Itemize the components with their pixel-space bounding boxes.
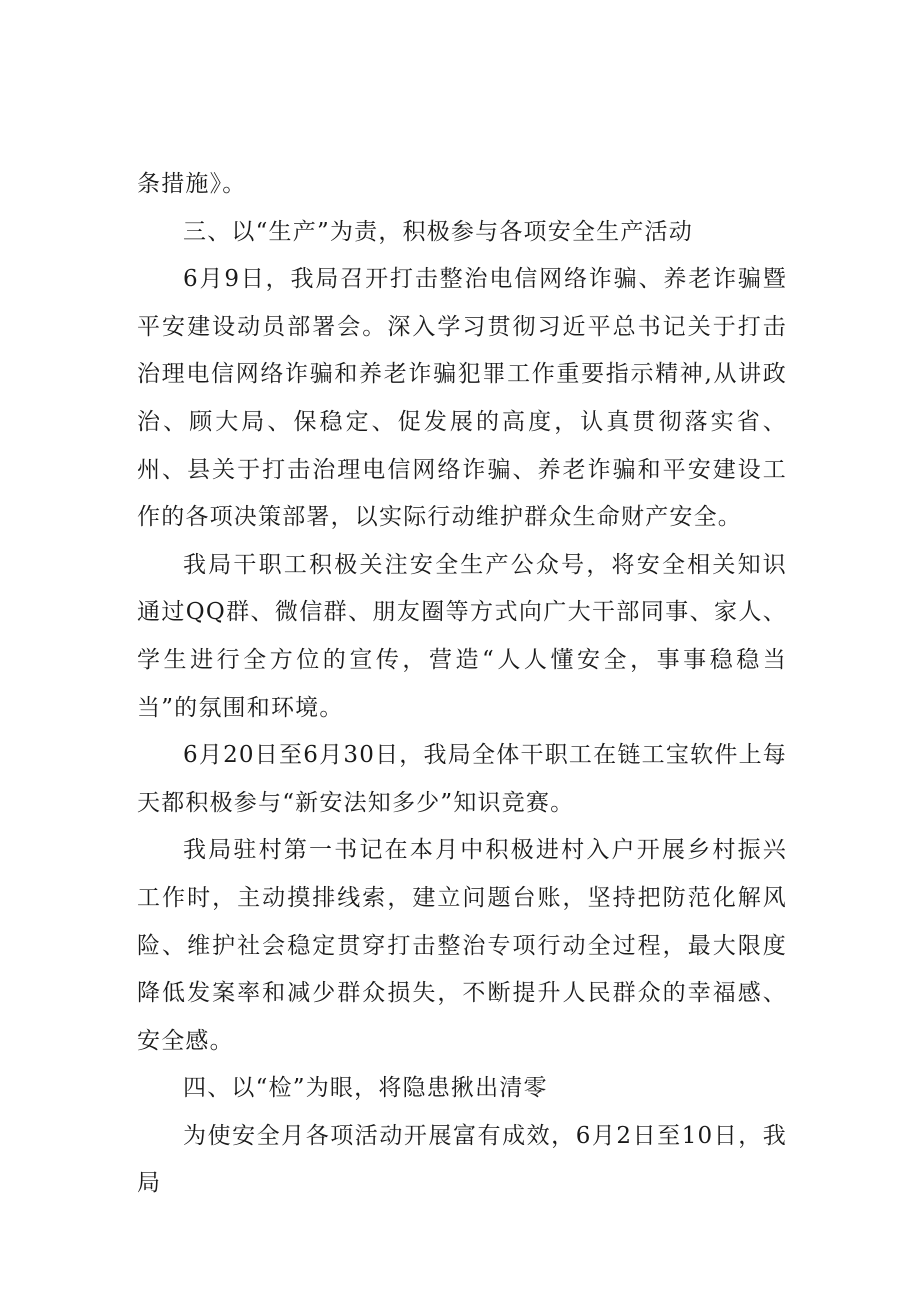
paragraph-continuation: 条措施》。 (137, 171, 247, 197)
paragraph-deployment-meeting: 6月9日，我局召开打击整治电信网络诈骗、养老诈骗暨平安建设动员部署会。深入学习贯彻习近平总书记关于打击治理电信网络诈骗和养老诈骗犯罪工作重要指示精神,从讲政治、顾大局、保稳定、促发展的高度，认真贯彻落实省、州、县关于打击治理电信网络诈骗、养老诈骗和平安建设工作的各项决策部署，以实际行动维护群众生命财产安全。 (137, 266, 787, 531)
paragraph-safety-month: 为使安全月各项活动开展富有成效，6月2日至10日，我局 (137, 1122, 787, 1197)
document-body (137, 161, 787, 1208)
section-heading-four: 四、以“检”为眼，将隐患揪出清零 (183, 1075, 548, 1102)
paragraph-knowledge-contest: 6月20日至6月30日，我局全体干职工在链工宝软件上每天都积极参与“新安法知多少”知识竞赛。 (137, 742, 787, 816)
section-heading-three: 三、以“生产”为责，积极参与各项安全生产活动 (183, 218, 693, 245)
paragraph-publicity: 我局干职工积极关注安全生产公众号，将安全相关知识通过QQ群、微信群、朋友圈等方式向广大干部同事、家人、学生进行全方位的宣传，营造“人人懂安全，事事稳稳当当”的氛围和环境。 (137, 551, 787, 721)
paragraph-village-secretary: 我局驻村第一书记在本月中积极进村入户开展乡村振兴工作时，主动摸排线索，建立问题台账，坚持把防范化解风险、维护社会稳定贯穿打击整治专项行动全过程，最大限度降低发案率和减少群众损失，不断提升人民群众的幸福感、安全感。 (137, 837, 787, 1054)
